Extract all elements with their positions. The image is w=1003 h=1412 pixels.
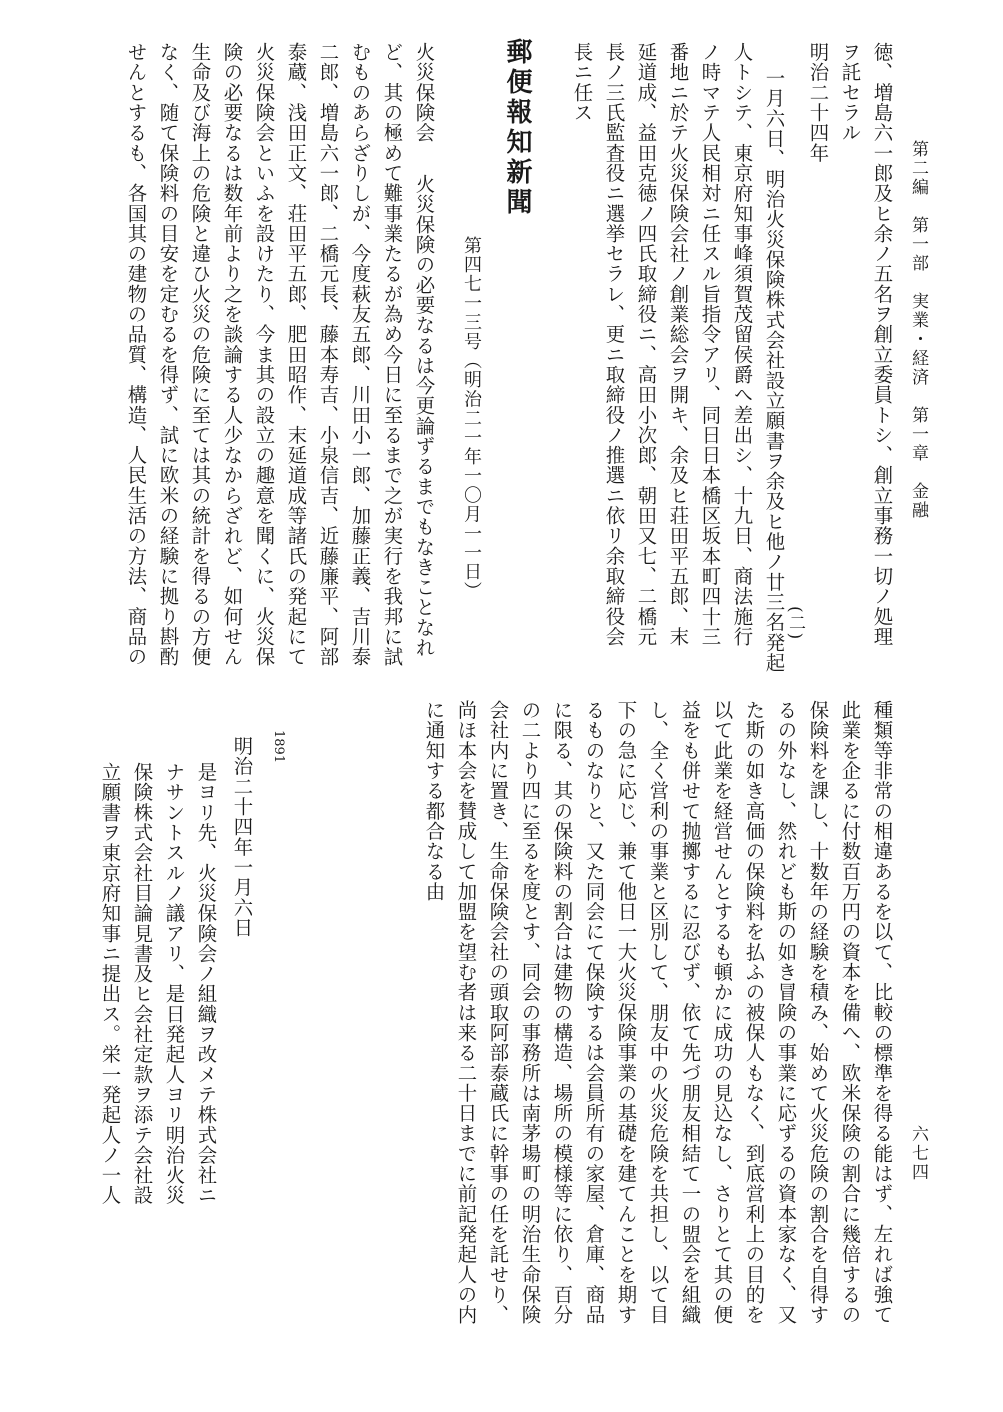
text-column: 一月六日、明治火災保険株式会社設立願書ヲ余及ヒ他ノ廿三名発起 xyxy=(762,68,786,673)
article-column: 以て此業を経営せんとするも頓かに成功の見込なし、さりとて其の便 xyxy=(710,700,734,1325)
article-column: に通知する都合なる由 xyxy=(422,700,446,902)
article-column: 此業を企るに付数百万円の資本を備へ、欧米保険の割合に幾倍するの xyxy=(838,700,862,1325)
article-column: せんとするも、各国其の建物の品質、構造、人民生活の方法、商品の xyxy=(124,42,148,667)
text-column: 明治二十四年 xyxy=(806,42,830,163)
article-column: 生命及び海上の危険と違ひ火災の危険に至ては其の統計を得るの方便 xyxy=(188,42,212,667)
article-column: 下の急に応じ、兼て他日一大火災保険事業の基礎を建てんことを期す xyxy=(614,700,638,1325)
text-column: 保険株式会社目論見書及ヒ会社定款ヲ添テ会社設 xyxy=(130,762,154,1206)
article-column: 種類等非常の相違あるを以て、比較の標準を得る能はず、左れば強て xyxy=(870,700,894,1325)
article-column: なく、随て保険料の目安を定むるを得ず、試に欧米の経験に拠り斟酌 xyxy=(156,42,180,667)
text-column: 徳、増島六一郎及ヒ余ノ五名ヲ創立委員トシ、創立事務一切ノ処理 xyxy=(870,42,894,647)
text-column: 延道成、益田克徳ノ四氏取締役ニ、高田小次郎、朝田又七、二橋元 xyxy=(634,42,658,647)
article-column: るものなりと、又た同会にて保険するは会員所有の家屋、倉庫、商品 xyxy=(582,700,606,1325)
article-column: し、全く営利の事業と区別して、朋友中の火災危険を共担し、以て目 xyxy=(646,700,670,1325)
newspaper-issue: 第四七一三号（明治二一年一〇月一一日） xyxy=(461,236,482,601)
text-column: ナサントスルノ議アリ、是日発起人ヨリ明治火災 xyxy=(162,762,186,1206)
text-column: ノ時マテ人民相対ニ任スル旨指令アリ、同日日本橋区坂本町四十三 xyxy=(698,42,722,647)
article-column: 尚ほ本会を賛成して加盟を望む者は来る二十日までに前記発起人の内 xyxy=(454,700,478,1325)
running-header: 第二編 第一部 実業・経済 第一章 金融 xyxy=(908,140,928,520)
text-column: 是ヨリ先、火災保険会ノ組織ヲ改メテ株式会社ニ xyxy=(194,762,218,1206)
article-column: 二郎、増島六一郎、二橋元長、藤本寿吉、小泉信吉、近藤廉平、阿部 xyxy=(316,42,340,667)
article-column: むものあらざりしが、今度萩友五郎、川田小一郎、加藤正義、吉川泰 xyxy=(348,42,372,667)
article-column: 益をも併せて抛擲するに忍びず、依て先づ朋友相結て一の盟会を組織 xyxy=(678,700,702,1325)
text-column: 番地ニ於テ火災保険会社ノ創業総会ヲ開キ、余及ヒ荘田平五郎、末 xyxy=(666,42,690,647)
article-title: 火災保険会 xyxy=(412,42,436,143)
article-column: 険の必要なるは数年前より之を談論する人少なからざれど、如何せん xyxy=(220,42,244,667)
page-number: 六七四 xyxy=(908,1125,928,1182)
article-column: ど、其の極めて難事業たるが為め今日に至るまで之が実行を我邦に試 xyxy=(380,42,404,667)
text-column: 長ノ三氏監査役ニ選挙セラレ、更ニ取締役ノ推選ニ依リ余取締役会 xyxy=(602,42,626,647)
article-column: 保険料を課し、十数年の経験を積み、始めて火災危険の割合を自得す xyxy=(806,700,830,1325)
article-column: 火災保険の必要なるは今更論ずるまでもなきことなれ xyxy=(412,174,436,658)
year-note: 1891 xyxy=(271,730,286,764)
date-heading: 明治二十四年一月六日 xyxy=(230,736,254,938)
text-column: 立願書ヲ東京府知事ニ提出ス。栄一発起人ノ一人 xyxy=(98,762,122,1206)
article-column: 火災保険会といふを設けたり、今ま其の設立の趣意を聞くに、火災保 xyxy=(252,42,276,667)
article-column: に限る、其の保険料の割合は建物の構造、場所の模様等に依り、百分 xyxy=(550,700,574,1325)
article-column: るの外なし、然れども斯の如き冒険の事業に応ずるの資本家なく、又 xyxy=(774,700,798,1325)
article-column: 会社内に置き、生命保険会社の頭取阿部泰蔵氏に幹事の任を託せり、 xyxy=(486,700,510,1325)
article-column: た斯の如き高価の保険料を払ふの被保人もなく、到底営利上の目的を xyxy=(742,700,766,1325)
text-column: ヲ託セラル xyxy=(838,42,862,143)
text-column: 長ニ任ス xyxy=(570,42,594,123)
annotation-mark: (二) xyxy=(785,606,805,641)
article-column: の二より四に至るを度とす、同会の事務所は南茅場町の明治生命保険 xyxy=(518,700,542,1325)
newspaper-title: 郵便報知新聞 xyxy=(502,38,532,218)
text-column: 人トシテ、東京府知事峰須賀茂留侯爵へ差出シ、十九日、商法施行 xyxy=(730,42,754,647)
article-column: 泰蔵、浅田正文、荘田平五郎、肥田昭作、末延道成等諸氏の発起にて xyxy=(284,42,308,667)
